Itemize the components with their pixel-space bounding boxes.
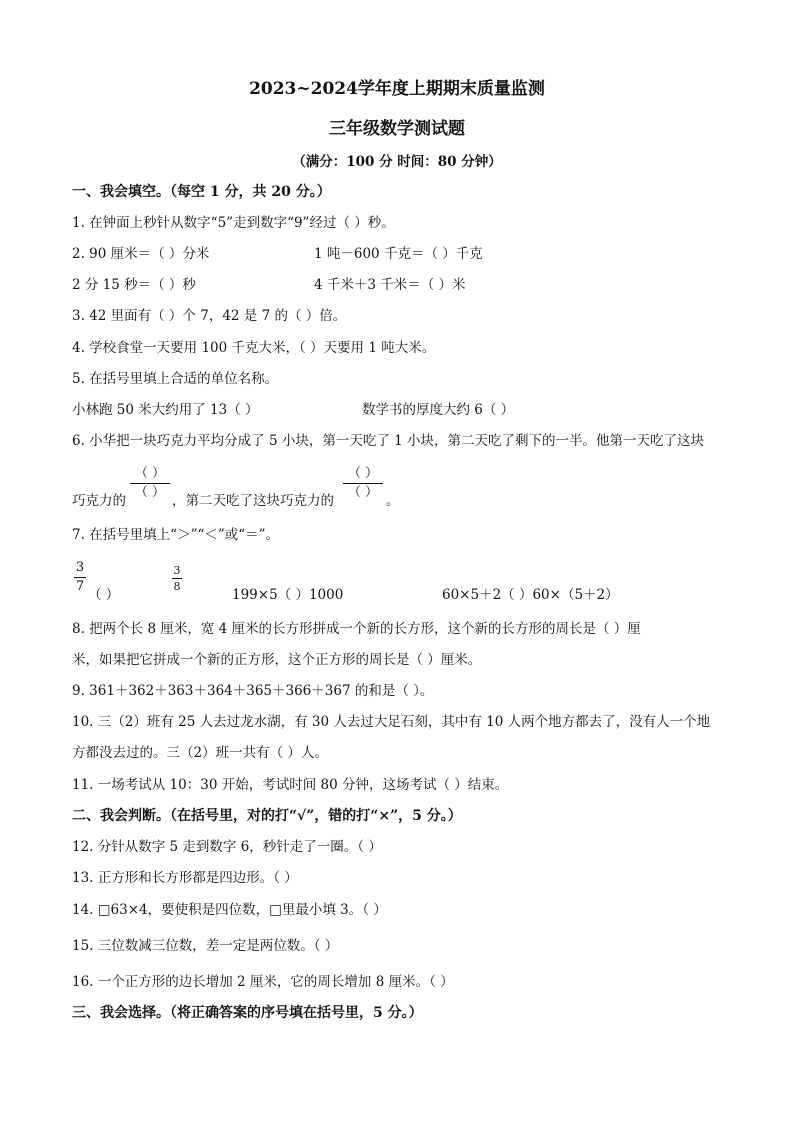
exam-subtitle: 三年级数学测试题 <box>329 119 465 139</box>
fraction-bar <box>74 577 86 578</box>
fraction-3-8 <box>172 564 182 593</box>
question-5a: 小林跑 50 米大约用了 13（ ） <box>72 402 259 418</box>
question-2d: 4 千米＋3 千米＝（ ）米 <box>314 277 466 293</box>
question-13: 13. 正方形和长方形都是四边形。（ ） <box>72 870 298 886</box>
question-10b: 方都没去过的。三（2）班一共有（ ）人。 <box>72 745 328 761</box>
question-7b: 199×5（ ）1000 <box>232 587 344 603</box>
question-15: 15. 三位数减三位数，差一定是两位数。（ ） <box>72 938 339 954</box>
fraction-denominator: 8 <box>173 580 181 593</box>
fraction-bar <box>172 578 182 579</box>
exam-info: （满分：100 分 时间：80 分钟） <box>292 154 502 170</box>
question-4: 4. 学校食堂一天要用 100 千克大米，（ ）天要用 1 吨大米。 <box>72 340 436 356</box>
question-10a: 10. 三（2）班有 25 人去过龙水湖，有 30 人去过大足石刻，其中有 10 人两个地方都去了，没有人一个地 <box>72 714 711 730</box>
question-6b-middle: ，第二天吃了这块巧克力的 <box>172 493 334 509</box>
fraction-bar <box>130 483 170 484</box>
fraction-3-7 <box>74 560 86 595</box>
question-7: 7. 在括号里填上“＞”“＜”或“＝”。 <box>72 527 280 543</box>
question-5b: 数学书的厚度大约 6（ ） <box>362 402 515 418</box>
question-1: 1. 在钟面上秒针从数字“5”走到数字“9”经过（ ）秒。 <box>72 215 395 231</box>
fraction-numerator: 3 <box>75 560 85 575</box>
fraction-numerator: 3 <box>173 564 181 577</box>
question-8a: 8. 把两个长 8 厘米，宽 4 厘米的长方形拼成一个新的长方形，这个新的长方形的周长是（ ）厘 <box>72 621 641 637</box>
question-6b-end: 。 <box>386 493 400 509</box>
question-2b: 1 吨－600 千克＝（ ）千克 <box>314 246 483 262</box>
question-2a: 2. 90 厘米＝（ ）分米 <box>72 246 210 262</box>
fraction-denominator-blank: （ ） <box>134 485 166 500</box>
fraction-blank-1 <box>130 466 170 501</box>
fraction-denominator-blank: （ ） <box>347 485 379 500</box>
question-12: 12. 分针从数字 5 走到数字 6，秒针走了一圈。（ ） <box>72 839 382 855</box>
question-2c: 2 分 15 秒＝（ ）秒 <box>72 277 196 293</box>
section-2-heading: 二、我会判断。（在括号里，对的打“√”，错的打“×”，5 分。） <box>72 808 462 824</box>
question-6a: 6. 小华把一块巧克力平均分成了 5 小块，第一天吃了 1 小块，第二天吃了剩下的一半。他第一天吃了这块 <box>72 433 705 449</box>
exam-title: 2023~2024学年度上期期末质量监测 <box>249 79 545 99</box>
question-6b-start: 巧克力的 <box>72 493 126 509</box>
question-3: 3. 42 里面有（ ）个 7，42 是 7 的（ ）倍。 <box>72 308 347 324</box>
section-1-heading: 一、我会填空。（每空 1 分，共 20 分。） <box>72 184 331 200</box>
question-7a-blank: （ ） <box>88 587 120 603</box>
question-11: 11. 一场考试从 10：30 开始，考试时间 80 分钟，这场考试（ ）结束。 <box>72 777 509 793</box>
question-8b: 米，如果把它拼成一个新的正方形，这个正方形的周长是（ ）厘米。 <box>72 652 482 668</box>
fraction-blank-2 <box>343 466 383 501</box>
question-14: 14. □63×4，要使积是四位数，□里最小填 3。（ ） <box>72 902 387 918</box>
fraction-numerator-blank: （ ） <box>134 466 166 481</box>
question-5: 5. 在括号里填上合适的单位名称。 <box>72 371 279 387</box>
fraction-bar <box>343 483 383 484</box>
question-7c: 60×5＋2（ ）60×（5＋2） <box>442 587 619 603</box>
fraction-denominator: 7 <box>75 579 85 594</box>
question-16: 16. 一个正方形的边长增加 2 厘米，它的周长增加 8 厘米。（ ） <box>72 974 454 990</box>
section-3-heading: 三、我会选择。（将正确答案的序号填在括号里，5 分。） <box>72 1005 423 1021</box>
fraction-numerator-blank: （ ） <box>347 466 379 481</box>
question-9: 9. 361＋362＋363＋364＋365＋366＋367 的和是（ ）。 <box>72 683 434 699</box>
